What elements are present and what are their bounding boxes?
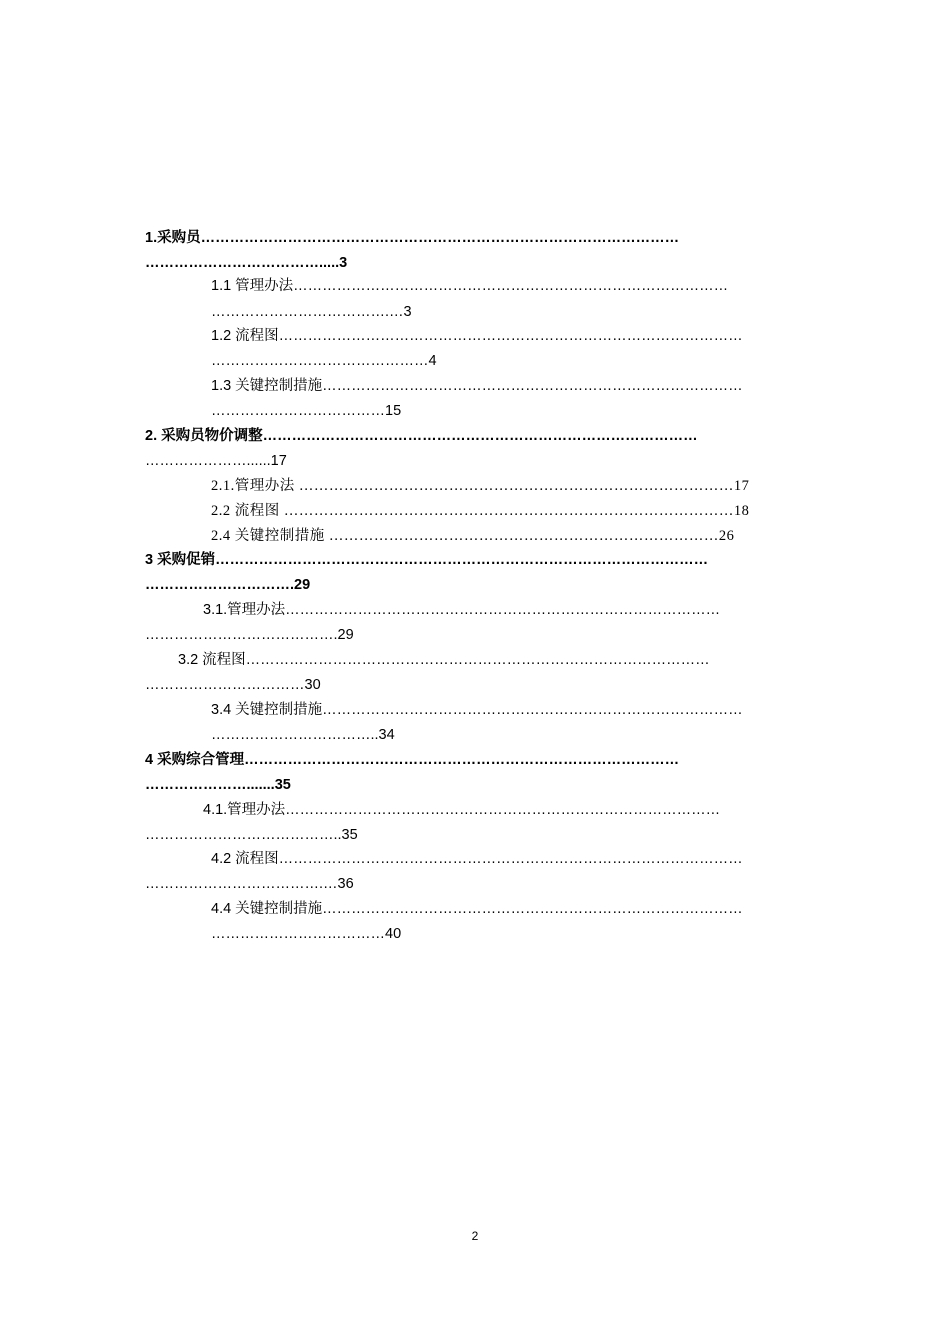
toc-entry-1-1[interactable]: 1.1 管理办法……………………………………………………………………………… <box>211 278 729 294</box>
toc-entry-3-2-cont[interactable]: ……………………………30 <box>145 677 321 693</box>
toc-entry-1-3[interactable]: 1.3 关键控制措施…………………………………………………………………………… <box>211 378 743 394</box>
toc-entry-4[interactable]: 4 采购综合管理……………………………………………………………………………… <box>145 752 680 768</box>
toc-entry-3-1[interactable]: 3.1.管理办法……………………………………………………………………………… <box>203 602 721 618</box>
toc-entry-4-4[interactable]: 4.4 关键控制措施…………………………………………………………………………… <box>211 901 743 917</box>
toc-entry-2-4[interactable]: 2.4 关键控制措施 ……………………………………………………………………26 <box>211 528 735 544</box>
toc-entry-1-2[interactable]: 1.2 流程图…………………………………………………………………………………… <box>211 328 743 344</box>
toc-entry-3-4-cont[interactable]: ……………………………..34 <box>211 727 395 743</box>
toc-entry-4-cont[interactable]: ………………….......35 <box>145 777 291 793</box>
toc-entry-1-1-cont[interactable]: ……………………………….…3 <box>211 304 412 320</box>
page-number: 2 <box>471 1229 479 1243</box>
toc-entry-1-3-cont[interactable]: ………………………………15 <box>211 403 402 419</box>
toc-entry-4-1[interactable]: 4.1.管理办法……………………………………………………………………………… <box>203 802 721 818</box>
toc-entry-3-4[interactable]: 3.4 关键控制措施…………………………………………………………………………… <box>211 702 743 718</box>
toc-entry-2-cont[interactable]: …………………......17 <box>145 453 287 469</box>
toc-entry-3-2[interactable]: 3.2 流程图…………………………………………………………………………………… <box>178 652 710 668</box>
toc-entry-2-2[interactable]: 2.2 流程图 ………………………………………………………………………………18 <box>211 503 750 519</box>
toc-entry-1-cont[interactable]: ……………………………….....3 <box>145 255 348 271</box>
toc-entry-4-4-cont[interactable]: ………………………………40 <box>211 926 402 942</box>
toc-entry-4-2-cont[interactable]: ……………………………….…36 <box>145 876 354 892</box>
toc-entry-3[interactable]: 3 采购促销………………………………………………………………………………………… <box>145 552 709 568</box>
toc-entry-4-1-cont[interactable]: …………………………………..35 <box>145 827 358 843</box>
toc-entry-2-1[interactable]: 2.1.管理办法 ……………………………………………………………………………17 <box>211 478 750 494</box>
toc-entry-4-2[interactable]: 4.2 流程图…………………………………………………………………………………… <box>211 851 743 867</box>
toc-entry-1[interactable]: 1.采购员……………………………………………………………………………………… <box>145 230 680 246</box>
toc-entry-3-1-cont[interactable]: ………………………………….29 <box>145 627 354 643</box>
toc-entry-3-cont[interactable]: ………………………….29 <box>145 577 311 593</box>
toc-entry-2[interactable]: 2. 采购员物价调整……………………………………………………………………………… <box>145 428 698 444</box>
toc-entry-1-2-cont[interactable]: ………………………………………4 <box>211 353 437 369</box>
